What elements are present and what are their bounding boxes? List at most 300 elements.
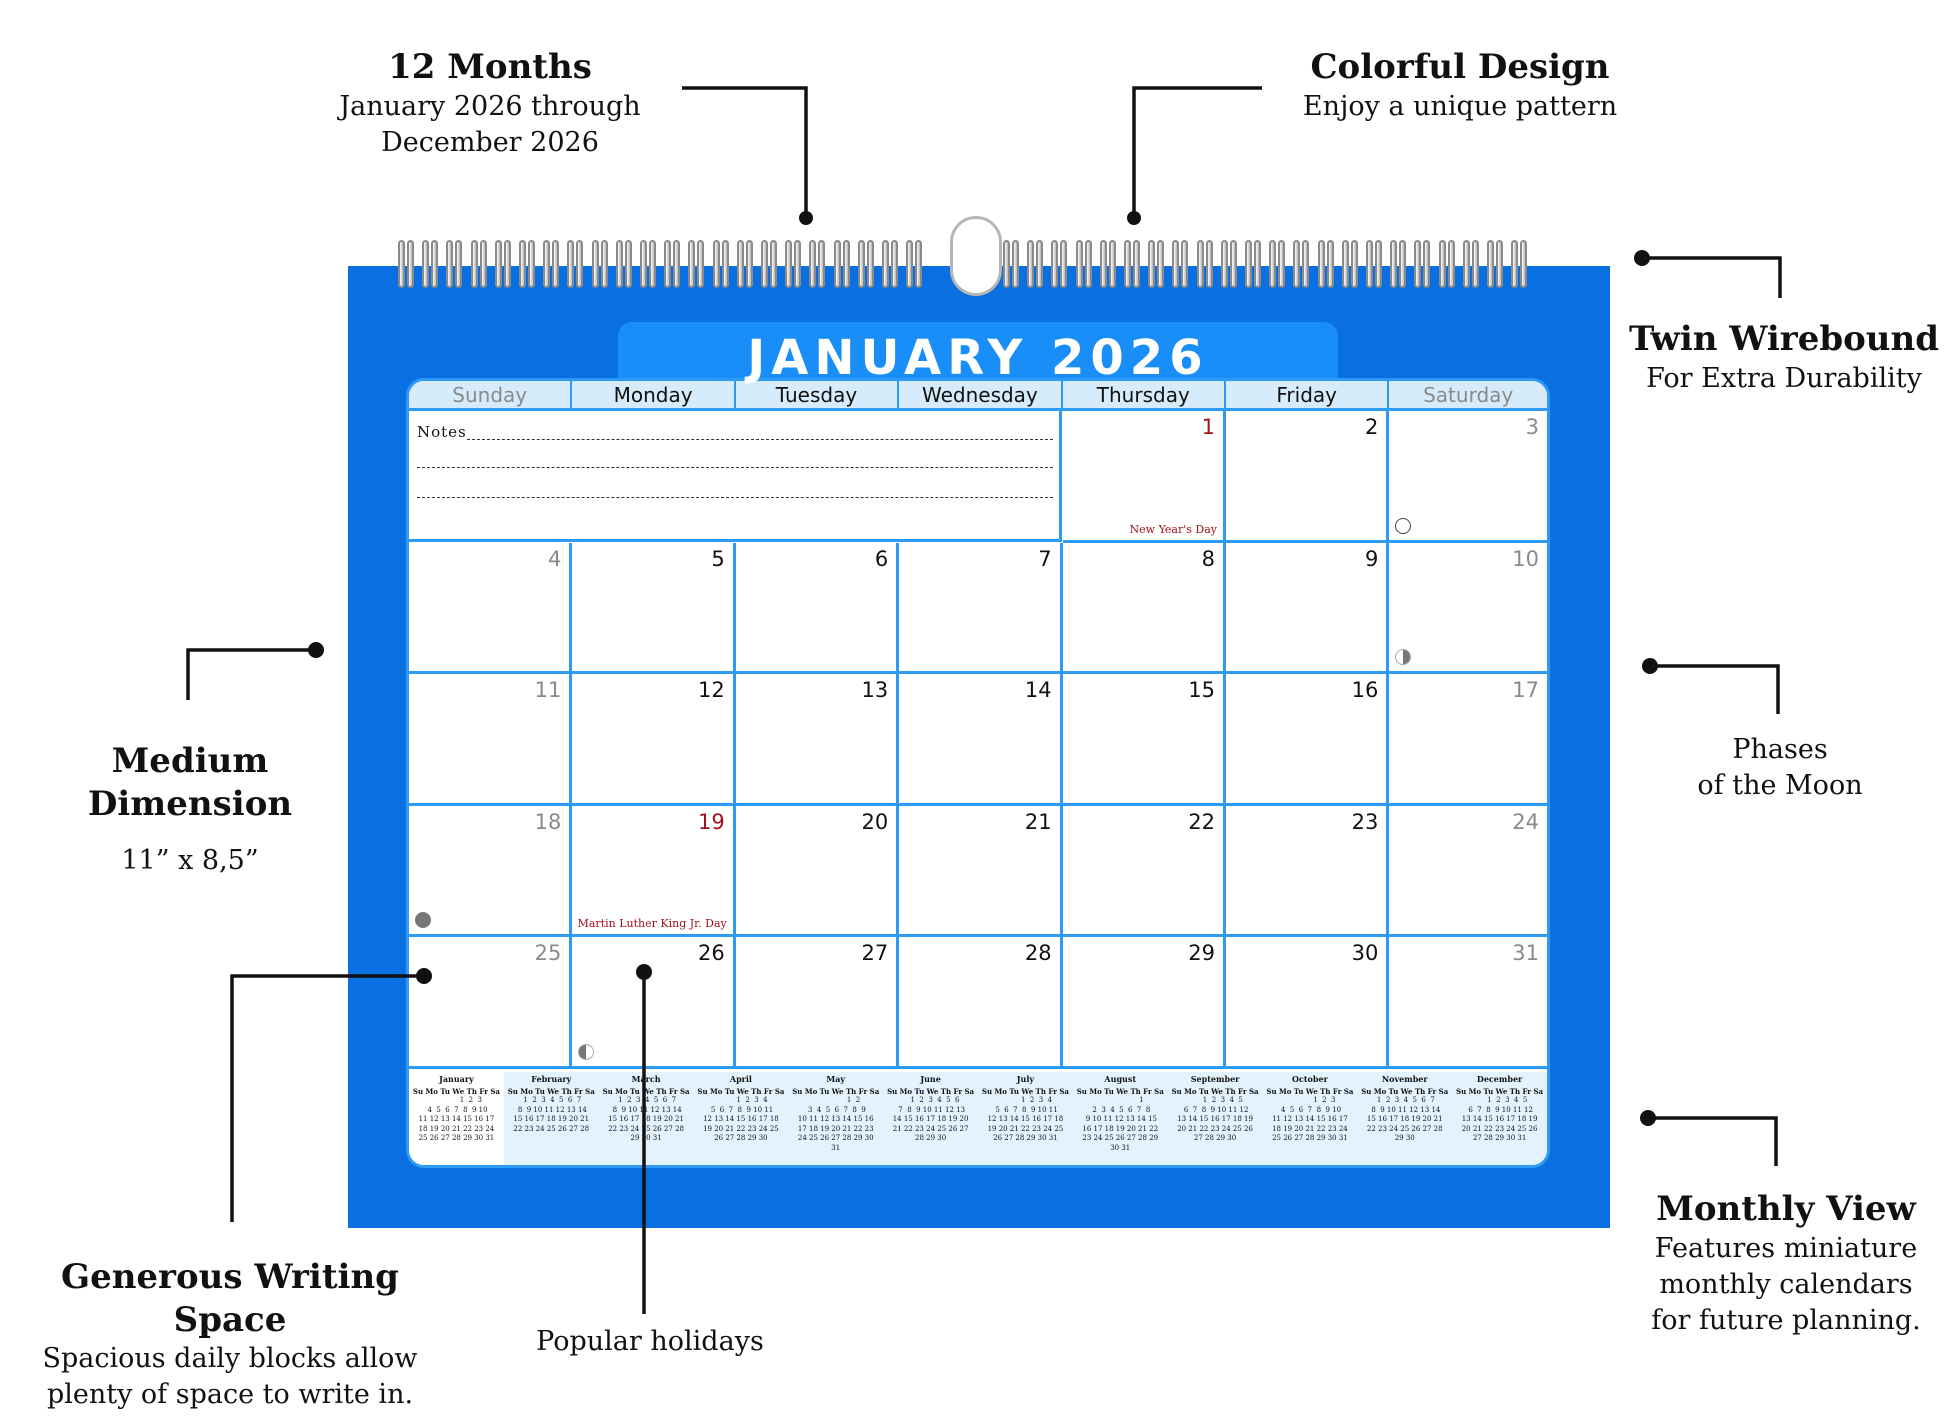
leader-dot (1642, 658, 1658, 674)
leader-dot (799, 211, 813, 225)
wire-coil (446, 240, 453, 288)
wire-coil (1172, 240, 1179, 288)
wire-coil (697, 240, 704, 288)
wire-coil (746, 240, 753, 288)
mini-week-row: 7 8 9 10 11 12 13 (896, 1105, 966, 1114)
mini-calendar (694, 1072, 789, 1168)
wire-coil (1414, 240, 1421, 288)
mini-week-row: 30 31 (1110, 1143, 1131, 1152)
mini-month-name: July (1016, 1074, 1035, 1084)
wire-coil (785, 240, 792, 288)
holiday-label: New Year's Day (1129, 522, 1217, 536)
mini-week-row: 1 2 3 4 5 (1187, 1096, 1243, 1104)
weekday-header: Tuesday (736, 381, 899, 411)
wire-coil (1366, 240, 1373, 288)
mini-month-name: August (1104, 1074, 1137, 1084)
leader-dot (1127, 211, 1141, 225)
day-number: 8 (1201, 546, 1215, 571)
mini-week-row: 23 24 25 26 27 28 29 (1082, 1134, 1159, 1142)
mini-week-row: 13 14 15 16 17 18 19 (1461, 1115, 1538, 1123)
wire-coil (1423, 240, 1430, 288)
day-cell[interactable] (736, 937, 899, 1069)
callout-line: January 2026 through (339, 90, 641, 122)
wire-coil (504, 240, 511, 288)
mini-week-row: 22 23 24 25 26 27 28 (608, 1124, 684, 1133)
mini-calendar (883, 1072, 978, 1168)
day-number: 2 (1365, 415, 1379, 439)
mini-month-name: February (531, 1074, 572, 1084)
mini-week-row: 4 5 6 7 8 9 10 (1278, 1105, 1342, 1114)
mini-week-row: 1 2 3 4 (998, 1096, 1053, 1104)
wire-coil (794, 240, 801, 288)
wire-coil (1003, 240, 1010, 288)
mini-week-row: 27 28 29 30 31 (1472, 1134, 1527, 1142)
mini-week-row: 1 2 3 4 (714, 1096, 768, 1104)
mini-week-row: 1 2 3 4 5 6 7 (521, 1096, 582, 1104)
mini-week-row: 21 22 23 24 25 26 27 (892, 1124, 969, 1133)
wire-coil (834, 240, 841, 288)
mini-week-row: 13 14 15 16 17 18 19 (1177, 1115, 1253, 1123)
day-cell[interactable] (1226, 937, 1389, 1069)
mini-calendars-strip (409, 1072, 1547, 1168)
mini-week-row: 29 30 (1394, 1134, 1415, 1142)
leader-line (188, 650, 316, 700)
weekday-header: Wednesday (899, 381, 1062, 411)
leader-dot (1634, 250, 1650, 266)
day-cell[interactable] (572, 674, 735, 806)
mini-calendar (1168, 1072, 1263, 1168)
wire-coil (640, 240, 647, 288)
mini-weekday-row: Su Mo Tu We Th Fr Sa (1456, 1086, 1544, 1096)
mini-calendar (504, 1072, 599, 1168)
day-number: 6 (874, 546, 889, 571)
wire-coil (1085, 240, 1092, 288)
mini-weekday-row: Su Mo Tu We Th Fr Sa (1076, 1086, 1164, 1096)
day-number: 12 (698, 678, 725, 702)
wire-coil (422, 240, 429, 288)
mini-week-row: 9 10 11 12 13 14 15 (1083, 1115, 1157, 1123)
mini-week-row: 8 9 10 11 12 13 14 (1369, 1105, 1441, 1114)
day-number: 1 (1201, 415, 1215, 439)
mini-calendar (1452, 1072, 1547, 1168)
day-number: 11 (534, 678, 562, 702)
mini-month-name: October (1292, 1074, 1328, 1084)
callout-line: Popular holidays (536, 1326, 764, 1357)
mini-week-row: 12 13 14 15 16 17 18 (703, 1115, 779, 1123)
wire-coil (1269, 240, 1276, 288)
wire-coil (1012, 240, 1019, 288)
notes-line (417, 467, 1053, 468)
mini-week-row: 31 (831, 1143, 841, 1152)
mini-calendar (599, 1072, 694, 1168)
callout-line: Enjoy a unique pattern (1302, 90, 1618, 122)
wire-coil (1463, 240, 1470, 288)
wire-coil (1027, 240, 1034, 288)
wire-coil (1197, 240, 1204, 288)
callout-line: Spacious daily blocks allow (42, 1343, 418, 1374)
wire-coil (407, 240, 414, 288)
mini-week-row: 20 21 22 23 24 25 26 (1177, 1124, 1253, 1133)
mini-week-row: 1 (1096, 1096, 1144, 1104)
mini-month-name: May (826, 1074, 846, 1084)
mini-week-row: 29 30 31 (630, 1134, 662, 1142)
callout-title: Colorful Design (1310, 47, 1610, 87)
mini-week-row: 1 2 (811, 1096, 861, 1104)
mini-week-row: 8 9 10 11 12 13 14 (610, 1105, 682, 1114)
callout-monthly-view (1636, 1188, 1936, 1340)
leader-dot (308, 642, 324, 658)
day-cell[interactable] (736, 806, 899, 938)
callout-line: For Extra Durability (1646, 362, 1922, 394)
mini-week-row: 4 5 6 7 8 9 10 (425, 1105, 488, 1114)
leader-line (1642, 258, 1780, 298)
mini-week-row: 14 15 16 17 18 19 20 (892, 1115, 969, 1123)
mini-week-row: 15 16 17 18 19 20 21 (608, 1115, 684, 1123)
leader-line (1648, 1118, 1776, 1166)
wire-coil (1318, 240, 1325, 288)
wire-coil (495, 240, 502, 288)
wire-coil (1520, 240, 1527, 288)
mini-week-row: 1 2 3 4 5 6 7 (1374, 1096, 1435, 1104)
mini-week-row: 18 19 20 21 22 23 24 (418, 1124, 495, 1133)
day-number: 20 (861, 809, 889, 834)
mini-week-row: 24 25 26 27 28 29 30 (797, 1134, 874, 1142)
mini-weekday-row: Su Mo Tu We Th Fr Sa (412, 1086, 500, 1096)
mini-week-row: 17 18 19 20 21 22 23 (797, 1124, 874, 1133)
callout-medium-dimension (80, 740, 300, 879)
day-cell[interactable] (409, 674, 572, 806)
mini-weekday-row: Su Mo Tu We Th Fr Sa (1266, 1086, 1354, 1096)
mini-calendar (1357, 1072, 1452, 1168)
wire-coil (688, 240, 695, 288)
mini-week-row: 26 27 28 29 30 (714, 1134, 768, 1142)
day-number: 14 (1024, 678, 1052, 702)
day-number: 13 (861, 678, 889, 702)
day-cell[interactable] (1389, 674, 1547, 806)
callout-moon-phases (1630, 732, 1930, 805)
mini-calendar (788, 1072, 883, 1168)
day-cell[interactable] (1063, 937, 1226, 1069)
notes-label: Notes (417, 423, 467, 441)
day-number: 28 (1024, 941, 1052, 965)
wire-coil (1375, 240, 1382, 288)
wire-coil (1327, 240, 1334, 288)
day-number: 26 (698, 941, 725, 965)
wire-coil (1351, 240, 1358, 288)
mini-week-row: 19 20 21 22 23 24 25 (703, 1124, 779, 1133)
wire-coil (1051, 240, 1058, 288)
mini-month-name: September (1190, 1074, 1240, 1084)
mini-weekday-row: Su Mo Tu We Th Fr Sa (1361, 1086, 1449, 1096)
mini-week-row: 3 4 5 6 7 8 9 (805, 1105, 866, 1114)
wire-coil (1511, 240, 1518, 288)
wire-coil (1448, 240, 1455, 288)
wire-coil (867, 240, 874, 288)
day-number: 30 (1351, 941, 1379, 965)
callout-line: monthly calendars (1659, 1268, 1913, 1300)
day-cell[interactable] (1226, 411, 1389, 543)
mini-week-row: 18 19 20 21 22 23 24 (1272, 1124, 1348, 1133)
mini-weekday-row: Su Mo Tu We Th Fr Sa (602, 1086, 690, 1096)
mini-week-row: 15 16 17 18 19 20 21 (1366, 1115, 1443, 1123)
wire-coil (713, 240, 720, 288)
day-number: 25 (534, 941, 562, 965)
weekday-header: Thursday (1063, 381, 1226, 411)
mini-weekday-row: Su Mo Tu We Th Fr Sa (981, 1086, 1069, 1096)
moon-full-icon (1395, 518, 1411, 534)
wire-coil (1230, 240, 1237, 288)
wire-coil (471, 240, 478, 288)
wire-coil (915, 240, 922, 288)
wire-coil (601, 240, 608, 288)
day-cell[interactable] (899, 543, 1062, 675)
wire-coil (770, 240, 777, 288)
mini-week-row: 16 17 18 19 20 21 22 (1082, 1124, 1159, 1133)
wire-coil (1109, 240, 1116, 288)
callout-title: Medium (111, 741, 269, 781)
wire-coil (1206, 240, 1213, 288)
day-cell[interactable] (1063, 411, 1226, 543)
mini-month-name: March (631, 1074, 661, 1084)
mini-week-row: 2 3 4 5 6 7 8 (1090, 1105, 1151, 1114)
wire-coil (552, 240, 559, 288)
wire-coil (1245, 240, 1252, 288)
mini-week-row: 22 23 24 25 26 27 28 (513, 1124, 590, 1133)
mini-week-row: 10 11 12 13 14 15 16 (797, 1115, 874, 1123)
day-cell[interactable] (899, 806, 1062, 938)
wire-coil (1060, 240, 1067, 288)
day-number: 10 (1512, 546, 1539, 571)
wire-coil (1221, 240, 1228, 288)
wire-coil (431, 240, 438, 288)
callout-twin-wirebound (1626, 318, 1942, 397)
wire-coil (1472, 240, 1479, 288)
mini-calendar (1073, 1072, 1168, 1168)
wire-coil (592, 240, 599, 288)
callout-title: 12 Months (388, 47, 592, 87)
wire-coil (625, 240, 632, 288)
wire-coil (455, 240, 462, 288)
callout-colorful-design (1290, 46, 1630, 125)
day-number: 22 (1188, 809, 1215, 834)
day-cell[interactable] (1226, 543, 1389, 675)
holiday-label: Martin Luther King Jr. Day (577, 917, 727, 930)
day-cell[interactable] (736, 543, 899, 675)
notes-line (417, 497, 1053, 498)
day-number: 24 (1512, 809, 1539, 834)
wire-coil (673, 240, 680, 288)
mini-week-row: 26 27 28 29 30 31 (993, 1134, 1058, 1142)
callout-popular-holidays (500, 1324, 800, 1360)
day-cell[interactable] (1063, 674, 1226, 806)
wire-coil (576, 240, 583, 288)
moon-new-icon (415, 912, 431, 928)
mini-week-row: 15 16 17 18 19 20 21 (513, 1115, 590, 1123)
leader-line (682, 88, 806, 218)
mini-calendar (409, 1072, 504, 1168)
wire-coil (1124, 240, 1131, 288)
wire-coil (1342, 240, 1349, 288)
mini-week-row: 11 12 13 14 15 16 17 (1272, 1115, 1348, 1123)
wire-coil (1133, 240, 1140, 288)
day-cell[interactable] (1226, 806, 1389, 938)
moon-first-quarter-icon (578, 1044, 594, 1060)
day-number: 19 (698, 809, 725, 834)
day-cell[interactable] (409, 937, 572, 1069)
callout-line: 11” x 8,5” (121, 845, 259, 876)
day-cell[interactable] (409, 806, 572, 938)
mini-weekday-row: Su Mo Tu We Th Fr Sa (507, 1086, 595, 1096)
wire-coil (567, 240, 574, 288)
mini-week-row: 19 20 21 22 23 24 25 (987, 1124, 1064, 1133)
callout-line: for future planning. (1651, 1305, 1921, 1337)
day-cell[interactable] (1389, 937, 1547, 1069)
leader-dot (1640, 1110, 1656, 1126)
month-title: JANUARY 2026 (747, 330, 1209, 386)
day-number: 17 (1512, 678, 1539, 702)
mini-week-row: 1 2 3 (1284, 1096, 1336, 1104)
mini-week-row: 1 2 3 (430, 1096, 482, 1104)
callout-title: Monthly View (1656, 1189, 1916, 1229)
day-cell[interactable] (572, 937, 735, 1069)
wire-coil (1036, 240, 1043, 288)
callout-title: Dimension (87, 783, 293, 824)
callout-writing-space (20, 1256, 440, 1414)
mini-month-name: January (439, 1074, 474, 1084)
mini-week-row: 20 21 22 23 24 25 26 (1461, 1124, 1538, 1133)
mini-week-row: 25 26 27 28 29 30 31 (418, 1134, 495, 1142)
day-cell[interactable] (1063, 806, 1226, 938)
day-cell[interactable] (899, 674, 1062, 806)
callout-12-months (320, 46, 660, 161)
wire-coil (519, 240, 526, 288)
wire-coil (906, 240, 913, 288)
callout-line: Features miniature (1654, 1232, 1918, 1264)
mini-week-row: 27 28 29 30 (1193, 1134, 1237, 1142)
day-number: 16 (1351, 678, 1379, 702)
day-cell[interactable] (572, 806, 735, 938)
wire-coil (1487, 240, 1494, 288)
notes-area (409, 411, 1062, 542)
wire-coil (891, 240, 898, 288)
callout-line: Phases (1732, 734, 1828, 765)
wire-coil (722, 240, 729, 288)
wire-coil (818, 240, 825, 288)
wire-coil (1390, 240, 1397, 288)
mini-week-row: 28 29 30 (914, 1134, 947, 1142)
callout-title: Twin Wirebound (1628, 319, 1940, 359)
day-cell[interactable] (409, 543, 572, 675)
mini-month-name: December (1476, 1074, 1523, 1084)
day-number: 7 (1038, 546, 1052, 571)
mini-month-name: April (729, 1074, 752, 1084)
day-number: 29 (1188, 941, 1215, 965)
wire-coil (1181, 240, 1188, 288)
notes-line (467, 439, 1053, 440)
wire-coil (737, 240, 744, 288)
mini-week-row: 1 2 3 4 5 6 (901, 1096, 960, 1104)
day-number: 3 (1525, 415, 1539, 439)
day-number: 5 (711, 546, 725, 571)
mini-week-row: 8 9 10 11 12 13 14 (515, 1105, 587, 1114)
wire-coil (480, 240, 487, 288)
day-number: 31 (1512, 941, 1539, 965)
day-number: 4 (548, 546, 562, 571)
day-number: 9 (1365, 546, 1379, 571)
day-cell[interactable] (1389, 806, 1547, 938)
mini-week-row: 11 12 13 14 15 16 17 (418, 1115, 495, 1123)
mini-weekday-row: Su Mo Tu We Th Fr Sa (1171, 1086, 1259, 1096)
day-cell[interactable] (1389, 411, 1547, 543)
wire-coil (858, 240, 865, 288)
weekday-header: Sunday (409, 381, 572, 411)
mini-week-row: 6 7 8 9 10 11 12 (1466, 1105, 1533, 1114)
weekday-header: Saturday (1389, 381, 1547, 411)
weekday-header: Monday (572, 381, 735, 411)
leader-line (1650, 666, 1778, 714)
mini-week-row: 25 26 27 28 29 30 31 (1272, 1134, 1348, 1142)
callout-title: Generous Writing Space (61, 1257, 399, 1340)
callout-line: December 2026 (381, 126, 599, 158)
mini-week-row: 5 6 7 8 9 10 11 (993, 1105, 1058, 1114)
wire-coil (1496, 240, 1503, 288)
callout-line: of the Moon (1697, 770, 1863, 802)
mini-weekday-row: Su Mo Tu We Th Fr Sa (887, 1086, 975, 1096)
day-cell[interactable] (572, 543, 735, 675)
weekday-header: Friday (1226, 381, 1389, 411)
day-number: 21 (1024, 809, 1052, 834)
leader-line (1134, 88, 1262, 218)
day-number: 27 (861, 941, 889, 965)
wire-coil (761, 240, 768, 288)
wire-coil (1293, 240, 1300, 288)
wire-coil (1399, 240, 1406, 288)
mini-weekday-row: Su Mo Tu We Th Fr Sa (792, 1086, 880, 1096)
wire-coil (1302, 240, 1309, 288)
mini-weekday-row: Su Mo Tu We Th Fr Sa (697, 1086, 785, 1096)
wire-coil (616, 240, 623, 288)
moon-last-quarter-icon (1395, 649, 1411, 665)
mini-week-row: 1 2 3 4 5 (1471, 1096, 1528, 1104)
wire-coil (649, 240, 656, 288)
mini-week-row: 1 2 3 4 5 6 7 (616, 1096, 677, 1104)
day-cell[interactable] (1226, 674, 1389, 806)
day-cell[interactable] (1389, 543, 1547, 675)
callout-line: plenty of space to write in. (46, 1379, 414, 1411)
wire-coil (843, 240, 850, 288)
day-cell[interactable] (1063, 543, 1226, 675)
wire-coil (528, 240, 535, 288)
wire-coil (543, 240, 550, 288)
day-cell[interactable] (899, 937, 1062, 1069)
mini-month-name: November (1381, 1074, 1428, 1084)
day-number: 18 (534, 809, 562, 834)
mini-week-row: 5 6 7 8 9 10 11 (708, 1105, 774, 1114)
wire-coil (809, 240, 816, 288)
wire-coil (398, 240, 405, 288)
hanging-hook (950, 216, 1002, 296)
mini-week-row: 12 13 14 15 16 17 18 (987, 1115, 1064, 1123)
mini-week-row: 6 7 8 9 10 11 12 (1181, 1105, 1249, 1114)
day-number: 15 (1188, 678, 1215, 702)
mini-calendar (978, 1072, 1073, 1168)
wire-coil (1100, 240, 1107, 288)
mini-month-name: June (920, 1074, 941, 1084)
wire-coil (1157, 240, 1164, 288)
day-cell[interactable] (736, 674, 899, 806)
month-grid (406, 378, 1550, 1168)
wire-coil (1278, 240, 1285, 288)
